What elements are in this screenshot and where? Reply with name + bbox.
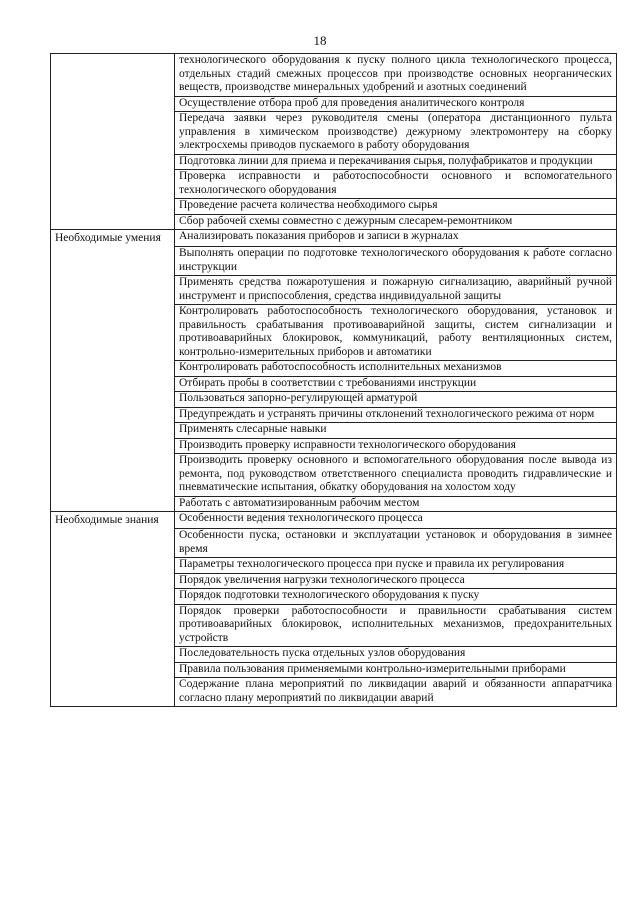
category-cell [51,496,175,512]
requirement-cell: Последовательность пуска отдельных узлов оборудования [175,647,617,663]
requirement-cell: Передача заявки через руководителя смены (оператора дистанционного пульта управления в химическом производстве) дежурному электромонтеру на сборку электросхемы приводов пускаемого в работу оборудования [175,112,617,155]
requirement-cell: Пользоваться запорно-регулирующей арматурой [175,392,617,408]
table-row [51,662,617,678]
table-row [51,529,617,558]
table-row [51,589,617,605]
category-cell [51,529,175,558]
category-cell [51,276,175,305]
requirement-cell: Порядок подготовки технологического оборудования к пуску [175,589,617,605]
category-cell [51,604,175,647]
requirement-cell: Выполнять операции по подготовке технологического оборудования к работе согласно инструкции [175,247,617,276]
category-cell [51,438,175,454]
requirement-cell: Содержание плана мероприятий по ликвидации аварий и обязанности аппаратчика согласно плану мероприятий по ликвидации аварий [175,678,617,707]
category-cell [51,392,175,408]
table-row [51,276,617,305]
category-cell [51,96,175,112]
table-row [51,454,617,497]
requirement-cell: Особенности пуска, остановки и эксплуатации установок и оборудования в зимнее время [175,529,617,558]
requirements-table-body [51,54,617,707]
requirement-cell: Правила пользования применяемыми контрольно-измерительными приборами [175,662,617,678]
requirement-cell: Отбирать пробы в соответствии с требованиями инструкции [175,376,617,392]
requirement-cell: Работать с автоматизированным рабочим местом [175,496,617,512]
table-row [51,407,617,423]
table-row [51,438,617,454]
table-row [51,230,617,247]
category-cell [51,376,175,392]
table-row [51,214,617,230]
table-row [51,54,617,97]
requirement-cell: Параметры технологического процесса при пуске и правила их регулирования [175,558,617,574]
page-number: 18 [313,33,327,48]
requirement-cell: Особенности ведения технологического процесса [175,512,617,529]
table-row [51,423,617,439]
category-cell [51,678,175,707]
category-cell [51,112,175,155]
table-row [51,512,617,529]
requirement-cell: Анализировать показания приборов и записи в журналах [175,230,617,247]
table-row [51,678,617,707]
requirement-cell: Сбор рабочей схемы совместно с дежурным слесарем-ремонтником [175,214,617,230]
table-row [51,112,617,155]
category-cell [51,407,175,423]
category-cell [51,589,175,605]
requirements-table [50,53,617,707]
table-row [51,558,617,574]
requirement-cell: Порядок проверки работоспособности и правильности срабатывания систем противоаварийных блокировок, исполнительных механизмов, предохранительных устройств [175,604,617,647]
table-row [51,96,617,112]
table-row [51,376,617,392]
category-cell [51,361,175,377]
category-cell [51,170,175,199]
table-row [51,392,617,408]
category-cell [51,54,175,97]
table-row [51,199,617,215]
requirement-cell: Применять слесарные навыки [175,423,617,439]
requirement-cell: Контролировать работоспособность исполнительных механизмов [175,361,617,377]
table-row [51,604,617,647]
category-cell [51,305,175,361]
table-row [51,573,617,589]
requirement-cell: Применять средства пожаротушения и пожарную сигнализацию, аварийный ручной инструмент и приспособления, средства индивидуальной защиты [175,276,617,305]
requirement-cell: Порядок увеличения нагрузки технологического процесса [175,573,617,589]
table-row [51,647,617,663]
requirement-cell: Подготовка линии для приема и перекачивания сырья, полуфабрикатов и продукции [175,154,617,170]
category-cell [51,558,175,574]
table-row [51,154,617,170]
category-cell [51,214,175,230]
requirement-cell: Производить проверку исправности технологического оборудования [175,438,617,454]
category-cell [51,423,175,439]
requirement-cell: Проведение расчета количества необходимого сырья [175,199,617,215]
requirement-cell: Предупреждать и устранять причины отклонений технологического режима от норм [175,407,617,423]
requirement-cell: технологического оборудования к пуску полного цикла технологического процесса, отдельных стадий смежных процессов при производстве основных неорганических веществ, производстве минеральных удобрений и азотных соединений [175,54,617,97]
requirement-cell: Производить проверку основного и вспомогательного оборудования после вывода из ремонта, под руководством ответственного специалиста проводить гидравлические и пневматические испытания, обкатку оборудования на холостом ходу [175,454,617,497]
table-row [51,496,617,512]
table-row [51,170,617,199]
requirement-cell: Осуществление отбора проб для проведения аналитического контроля [175,96,617,112]
category-cell [51,662,175,678]
table-row [51,361,617,377]
category-cell: Необходимые умения [51,230,175,247]
category-cell [51,247,175,276]
category-cell: Необходимые знания [51,512,175,529]
table-row [51,305,617,361]
table-row [51,247,617,276]
category-cell [51,573,175,589]
category-cell [51,154,175,170]
category-cell [51,454,175,497]
requirement-cell: Проверка исправности и работоспособности основного и вспомогательного технологического оборудования [175,170,617,199]
requirement-cell: Контролировать работоспособность технологического оборудования, установок и правильность срабатывания противоаварийной защиты, систем сигнализации и противоаварийных блокировок, коммуникаций, работу вентиляционных систем, контрольно-измерительных приборов и автоматики [175,305,617,361]
category-cell [51,199,175,215]
category-cell [51,647,175,663]
